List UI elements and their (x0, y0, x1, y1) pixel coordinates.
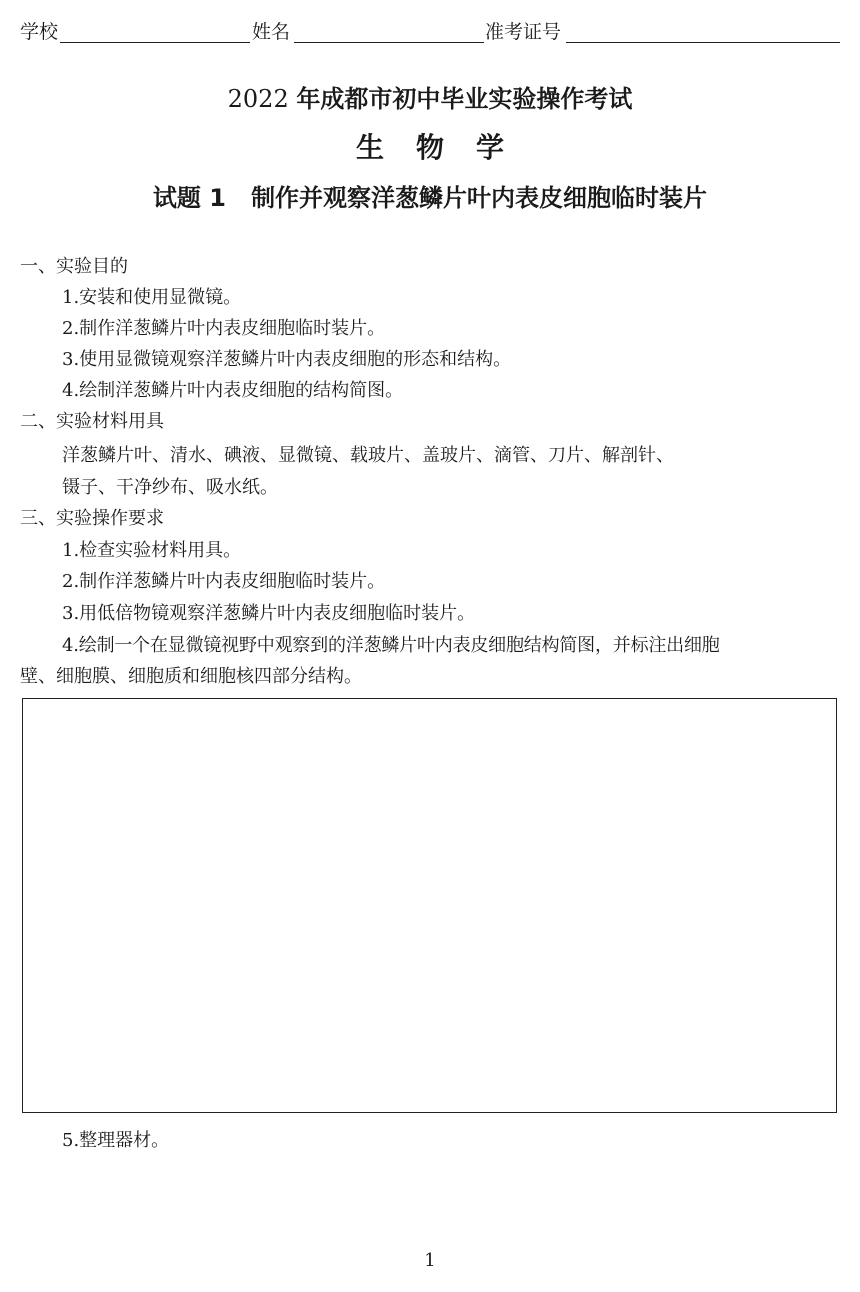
requirement-item: 4.绘制一个在显微镜视野中观察到的洋葱鳞片叶内表皮细胞结构简图，并标注出细胞 (62, 635, 720, 656)
requirement-item: 5.整理器材。 (62, 1130, 170, 1151)
section-purpose-heading: 一、实验目的 (20, 256, 128, 277)
exam-title-main: 年成都市初中毕业实验操作考试 (296, 85, 633, 113)
question-number: 试题 1 (152, 184, 226, 212)
school-label: 学校 (20, 21, 59, 43)
exam-title (0, 83, 860, 115)
requirement-item: 3.用低倍物镜观察洋葱鳞片叶内表皮细胞临时装片。 (62, 603, 476, 624)
name-label: 姓名 (252, 21, 291, 43)
requirement-item-continued: 壁、细胞膜、细胞质和细胞核四部分结构。 (20, 666, 362, 687)
purpose-item: 2.制作洋葱鳞片叶内表皮细胞临时装片。 (62, 318, 386, 339)
school-field[interactable] (60, 42, 250, 43)
materials-line: 镊子、干净纱布、吸水纸。 (62, 477, 278, 498)
header-fields (20, 18, 840, 46)
exam-year: 2022 (227, 85, 289, 113)
name-field[interactable] (294, 42, 484, 43)
drawing-area[interactable] (22, 698, 837, 1113)
purpose-item: 1.安装和使用显微镜。 (62, 287, 242, 308)
materials-line: 洋葱鳞片叶、清水、碘液、显微镜、载玻片、盖玻片、滴管、刀片、解剖针、 (62, 445, 674, 466)
requirement-item: 2.制作洋葱鳞片叶内表皮细胞临时装片。 (62, 571, 386, 592)
purpose-item: 4.绘制洋葱鳞片叶内表皮细胞的结构简图。 (62, 380, 404, 401)
exam-id-label: 准考证号 (485, 21, 562, 43)
subject-title: 生物学 (355, 131, 536, 164)
page-number: 1 (424, 1250, 436, 1271)
requirement-item: 1.检查实验材料用具。 (62, 540, 242, 561)
section-materials-heading: 二、实验材料用具 (20, 411, 164, 432)
section-requirements-heading: 三、实验操作要求 (20, 508, 164, 529)
question-title-text: 制作并观察洋葱鳞片叶内表皮细胞临时装片 (251, 184, 708, 212)
purpose-item: 3.使用显微镜观察洋葱鳞片叶内表皮细胞的形态和结构。 (62, 349, 512, 370)
question-title (0, 180, 860, 216)
exam-id-field[interactable] (566, 42, 840, 43)
